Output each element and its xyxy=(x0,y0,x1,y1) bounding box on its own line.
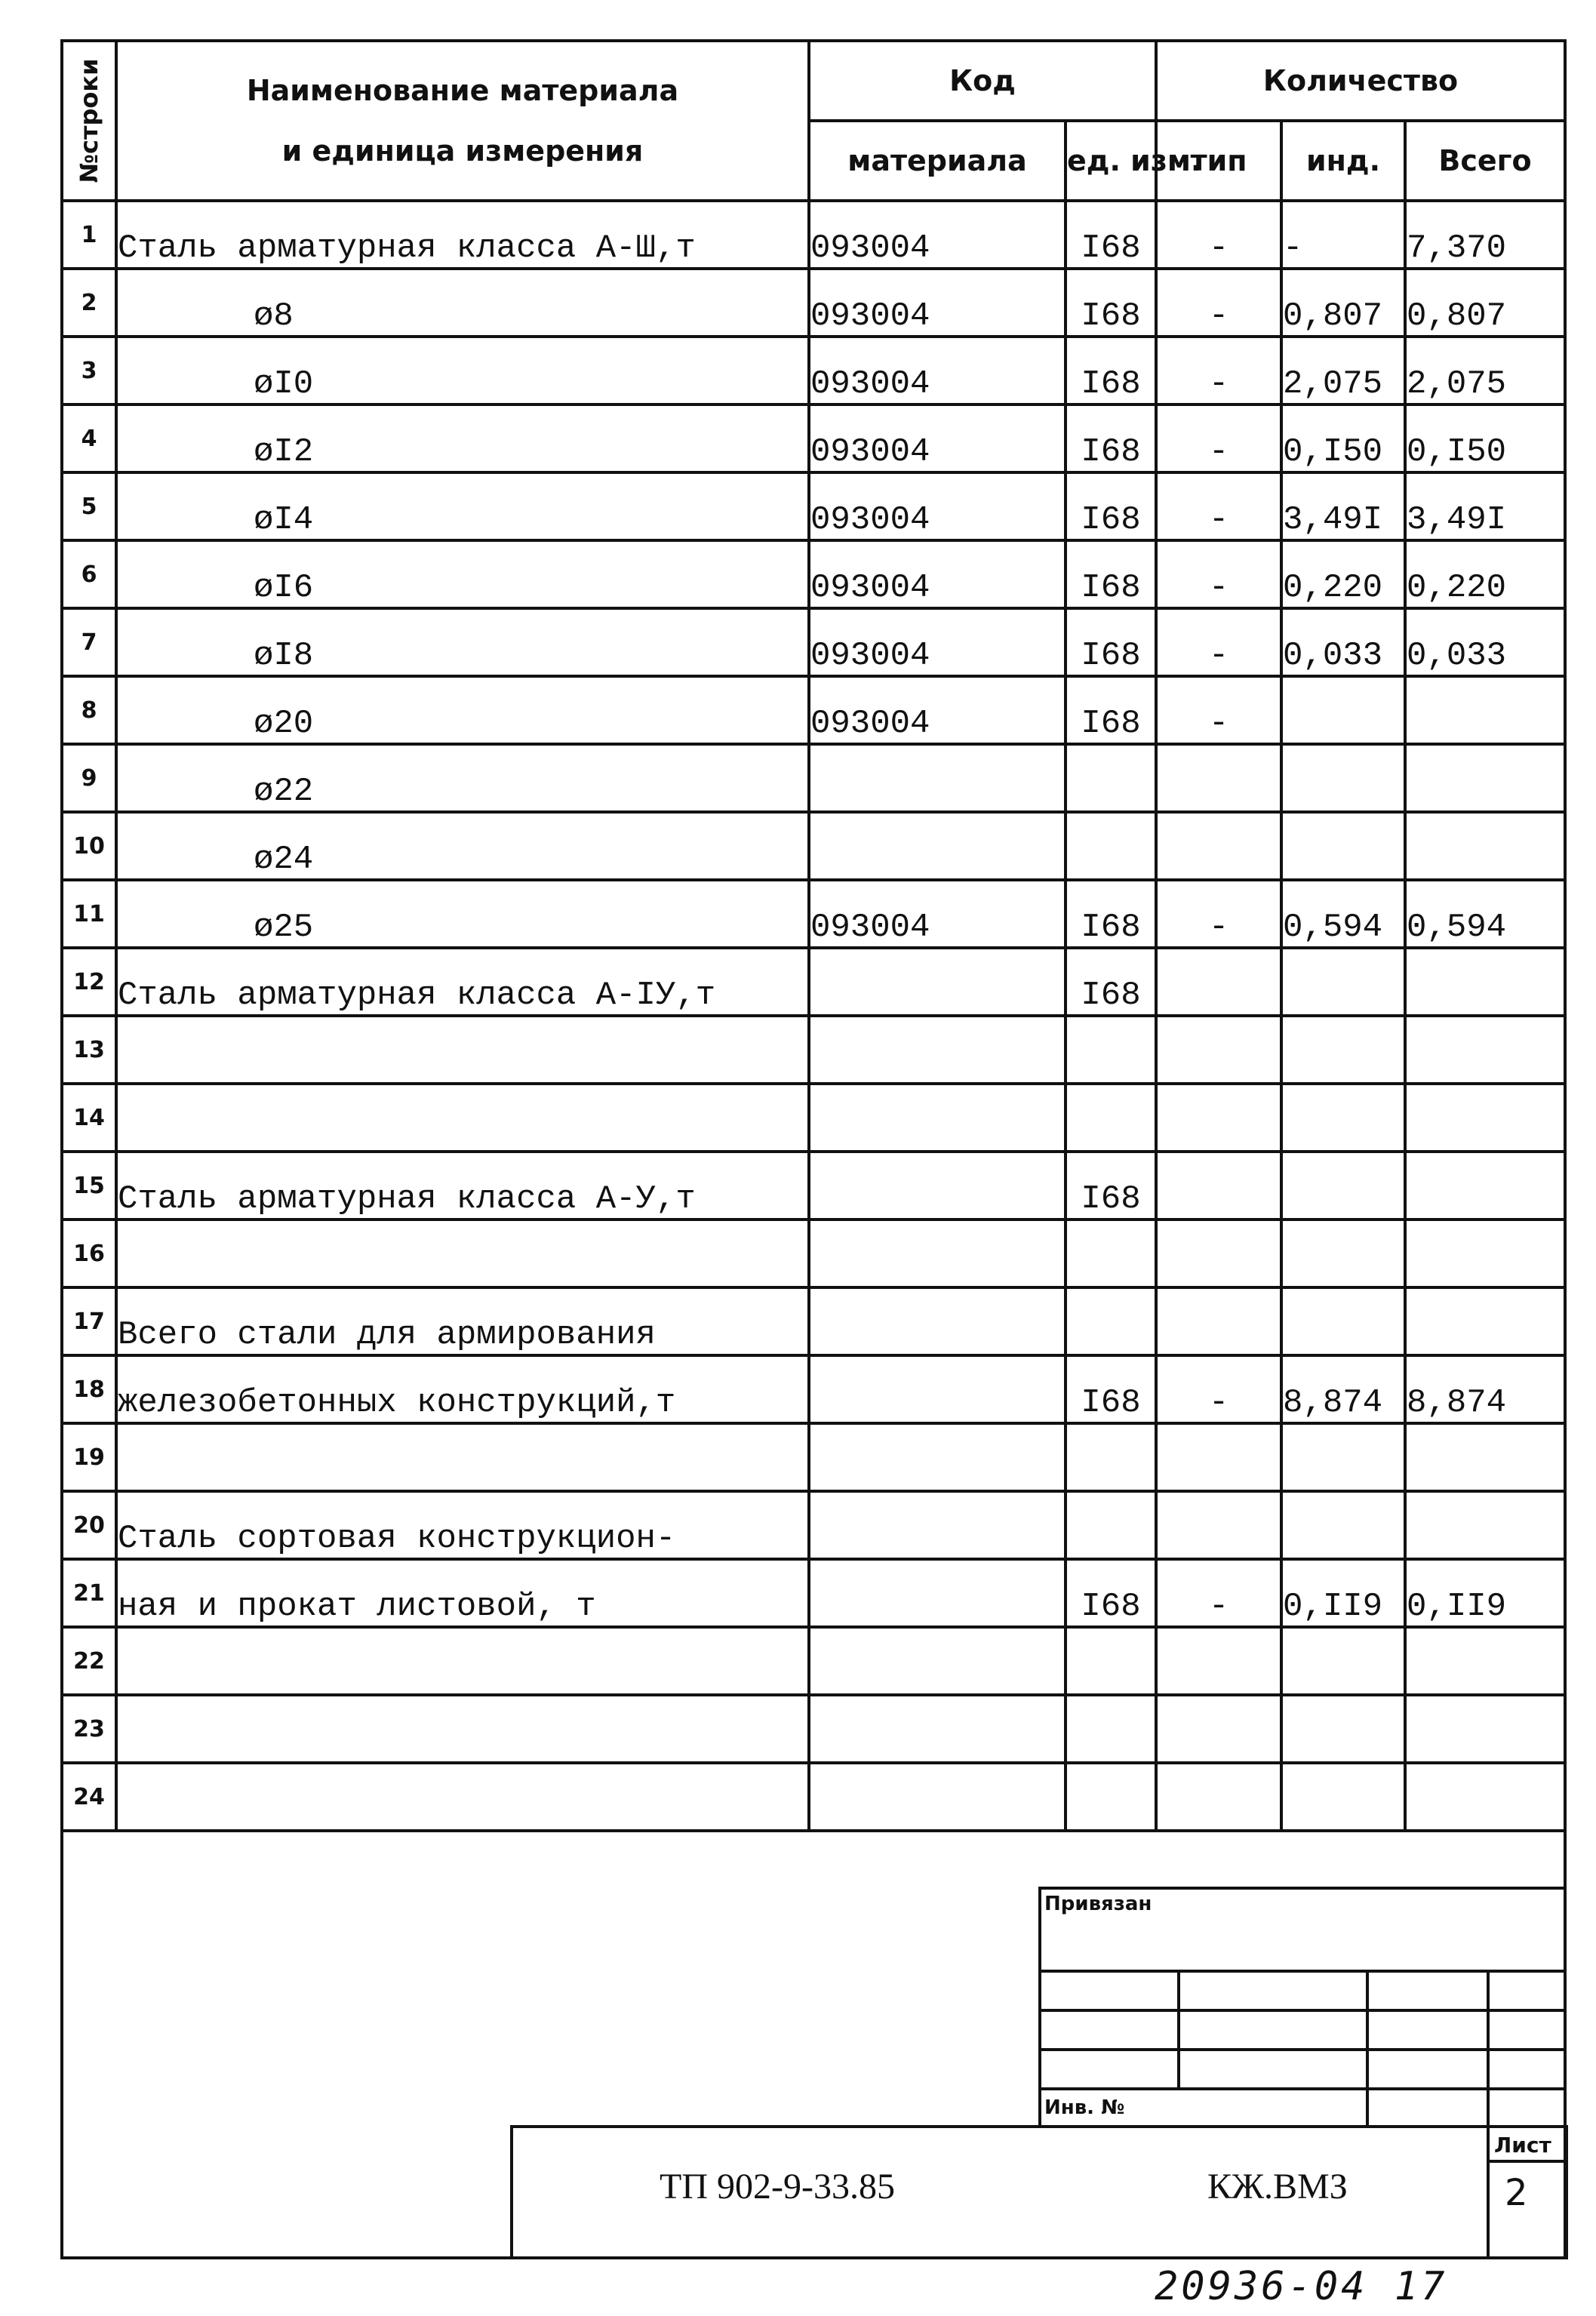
archive-number: 20936-04 17 xyxy=(1155,2264,1448,2309)
material-name-cell: Всего стали для армирования xyxy=(116,1287,809,1355)
qty-ind-cell xyxy=(1281,1763,1405,1831)
row-number-cell: 23 xyxy=(62,1695,116,1763)
material-code-cell xyxy=(809,1287,1066,1355)
table-row xyxy=(62,1491,1565,1559)
unit-code-cell xyxy=(1066,1627,1156,1695)
material-code-cell xyxy=(809,1220,1066,1287)
table-row xyxy=(62,472,1565,540)
row-number-cell: 20 xyxy=(62,1491,116,1559)
unit-code-cell: I68 xyxy=(1066,948,1156,1016)
unit-code-cell: I68 xyxy=(1066,201,1156,269)
table-row xyxy=(62,812,1565,880)
unit-code-cell: I68 xyxy=(1066,880,1156,948)
qty-total-cell xyxy=(1405,1627,1565,1695)
qty-ind-cell xyxy=(1281,744,1405,812)
qty-ind-cell xyxy=(1281,1084,1405,1152)
material-code-cell xyxy=(809,1763,1066,1831)
table-row xyxy=(62,1152,1565,1220)
table-row xyxy=(62,1016,1565,1084)
qty-total-cell: 7,370 xyxy=(1405,201,1565,269)
stamp-line xyxy=(1177,1970,1180,2090)
qty-type-cell xyxy=(1156,1491,1281,1559)
qty-ind-cell: 0,033 xyxy=(1281,608,1405,676)
material-code-cell: 093004 xyxy=(809,404,1066,472)
material-name-cell: железобетонных конструкций,т xyxy=(116,1355,809,1423)
row-number-cell: 17 xyxy=(62,1287,116,1355)
unit-code-cell: I68 xyxy=(1066,269,1156,337)
material-name-cell: ø8 xyxy=(116,269,809,337)
material-code-cell xyxy=(809,812,1066,880)
table-row xyxy=(62,1084,1565,1152)
qty-total-cell: 0,033 xyxy=(1405,608,1565,676)
qty-type-cell xyxy=(1156,1152,1281,1220)
material-code-cell xyxy=(809,1423,1066,1491)
qty-ind-cell: 0,594 xyxy=(1281,880,1405,948)
unit-code-cell: I68 xyxy=(1066,1152,1156,1220)
sheet-divider xyxy=(1487,2160,1567,2163)
material-name-cell xyxy=(116,1627,809,1695)
qty-total-cell: 0,220 xyxy=(1405,540,1565,608)
material-code-cell: 093004 xyxy=(809,880,1066,948)
table-row xyxy=(62,337,1565,404)
qty-ind-cell: 0,220 xyxy=(1281,540,1405,608)
qty-type-cell: - xyxy=(1156,404,1281,472)
unit-code-cell xyxy=(1066,1220,1156,1287)
material-name-cell: Сталь арматурная класса А-У,т xyxy=(116,1152,809,1220)
material-code-cell: 093004 xyxy=(809,201,1066,269)
qty-total-cell xyxy=(1405,1287,1565,1355)
row-number-cell: 24 xyxy=(62,1763,116,1831)
table-row xyxy=(62,880,1565,948)
material-name-cell: øI4 xyxy=(116,472,809,540)
qty-ind-cell xyxy=(1281,812,1405,880)
table-row xyxy=(62,1559,1565,1627)
quantity-group-header: Количество xyxy=(1156,41,1565,121)
qty-ind-cell xyxy=(1281,1287,1405,1355)
qty-ind-cell xyxy=(1281,1695,1405,1763)
qty-ind-cell xyxy=(1281,1491,1405,1559)
qty-total-cell xyxy=(1405,1695,1565,1763)
material-name-cell: øI8 xyxy=(116,608,809,676)
inv-number-label: Инв. № xyxy=(1044,2096,1125,2119)
row-number-cell: 4 xyxy=(62,404,116,472)
unit-code-cell: I68 xyxy=(1066,608,1156,676)
qty-total-cell xyxy=(1405,1491,1565,1559)
qty-total-cell: 0,II9 xyxy=(1405,1559,1565,1627)
material-name-cell: ø24 xyxy=(116,812,809,880)
material-name-cell xyxy=(116,1695,809,1763)
bound-label: Привязан xyxy=(1044,1893,1152,1915)
material-code-cell xyxy=(809,948,1066,1016)
qty-total-header: Всего xyxy=(1405,121,1565,201)
row-number-cell: 7 xyxy=(62,608,116,676)
sheet-label: Лист xyxy=(1494,2133,1551,2158)
qty-type-cell xyxy=(1156,1695,1281,1763)
qty-total-cell xyxy=(1405,1423,1565,1491)
row-number-cell: 9 xyxy=(62,744,116,812)
qty-type-cell xyxy=(1156,1287,1281,1355)
material-name-cell: øI6 xyxy=(116,540,809,608)
qty-type-cell xyxy=(1156,1627,1281,1695)
qty-total-cell xyxy=(1405,1084,1565,1152)
qty-type-cell xyxy=(1156,1084,1281,1152)
qty-ind-cell: 0,I50 xyxy=(1281,404,1405,472)
qty-type-cell: - xyxy=(1156,269,1281,337)
qty-type-header: тип xyxy=(1156,121,1281,201)
qty-ind-cell xyxy=(1281,1627,1405,1695)
row-number-cell: 12 xyxy=(62,948,116,1016)
qty-type-cell: - xyxy=(1156,1559,1281,1627)
qty-ind-cell: 0,807 xyxy=(1281,269,1405,337)
qty-total-cell: 2,075 xyxy=(1405,337,1565,404)
qty-type-cell xyxy=(1156,1423,1281,1491)
qty-ind-cell: 2,075 xyxy=(1281,337,1405,404)
unit-code-cell: I68 xyxy=(1066,1355,1156,1423)
qty-type-cell: - xyxy=(1156,1355,1281,1423)
unit-code-cell xyxy=(1066,744,1156,812)
unit-code-cell: I68 xyxy=(1066,1559,1156,1627)
row-number-cell: 19 xyxy=(62,1423,116,1491)
unit-code-cell xyxy=(1066,1287,1156,1355)
material-name-cell: Сталь арматурная класса А-IУ,т xyxy=(116,948,809,1016)
unit-code-cell: I68 xyxy=(1066,472,1156,540)
stamp-line xyxy=(1366,1970,1369,2128)
material-code-cell xyxy=(809,1491,1066,1559)
materials-table xyxy=(60,39,1567,1832)
table-body xyxy=(62,201,1565,1831)
row-number-cell: 16 xyxy=(62,1220,116,1287)
qty-ind-cell: 0,II9 xyxy=(1281,1559,1405,1627)
table-row xyxy=(62,269,1565,337)
material-code-cell: 093004 xyxy=(809,269,1066,337)
qty-ind-cell: 3,49I xyxy=(1281,472,1405,540)
table-row xyxy=(62,608,1565,676)
unit-code-cell: I68 xyxy=(1066,404,1156,472)
qty-total-cell xyxy=(1405,948,1565,1016)
row-number-header: №строки xyxy=(62,41,116,201)
row-number-cell: 6 xyxy=(62,540,116,608)
row-number-cell: 13 xyxy=(62,1016,116,1084)
qty-total-cell xyxy=(1405,812,1565,880)
table-row xyxy=(62,540,1565,608)
unit-code-header: ед. изм. xyxy=(1066,121,1156,201)
qty-type-cell: - xyxy=(1156,472,1281,540)
row-number-cell: 15 xyxy=(62,1152,116,1220)
material-name-cell: ная и прокат листовой, т xyxy=(116,1559,809,1627)
material-name-cell: Сталь арматурная класса А-Ш,т xyxy=(116,201,809,269)
qty-total-cell: 0,807 xyxy=(1405,269,1565,337)
material-code-cell: 093004 xyxy=(809,676,1066,744)
qty-ind-header: инд. xyxy=(1281,121,1405,201)
qty-type-cell: - xyxy=(1156,201,1281,269)
qty-type-cell: - xyxy=(1156,608,1281,676)
row-number-cell: 3 xyxy=(62,337,116,404)
material-code-cell xyxy=(809,1695,1066,1763)
material-code-cell xyxy=(809,1152,1066,1220)
material-name-cell: øI2 xyxy=(116,404,809,472)
material-name-cell: ø20 xyxy=(116,676,809,744)
material-code-cell: 093004 xyxy=(809,337,1066,404)
qty-total-cell: 8,874 xyxy=(1405,1355,1565,1423)
material-name-cell xyxy=(116,1220,809,1287)
qty-type-cell xyxy=(1156,948,1281,1016)
material-code-cell xyxy=(809,1559,1066,1627)
qty-total-cell xyxy=(1405,744,1565,812)
qty-total-cell xyxy=(1405,1152,1565,1220)
qty-total-cell xyxy=(1405,676,1565,744)
material-code-cell: 093004 xyxy=(809,540,1066,608)
unit-code-cell xyxy=(1066,1084,1156,1152)
qty-type-cell xyxy=(1156,1220,1281,1287)
row-number-cell: 5 xyxy=(62,472,116,540)
project-code: ТП 902-9-33.85 xyxy=(660,2167,895,2207)
material-code-header: материала xyxy=(809,121,1066,201)
table-row xyxy=(62,744,1565,812)
table-row xyxy=(62,201,1565,269)
table-row xyxy=(62,1695,1565,1763)
table-row xyxy=(62,404,1565,472)
table-row xyxy=(62,1763,1565,1831)
material-name-cell: øI0 xyxy=(116,337,809,404)
table-row xyxy=(62,1423,1565,1491)
table-row xyxy=(62,1220,1565,1287)
unit-code-cell xyxy=(1066,1695,1156,1763)
qty-type-cell xyxy=(1156,812,1281,880)
material-code-cell xyxy=(809,1627,1066,1695)
qty-total-cell: 0,I50 xyxy=(1405,404,1565,472)
unit-code-cell xyxy=(1066,812,1156,880)
table-row xyxy=(62,948,1565,1016)
qty-type-cell: - xyxy=(1156,880,1281,948)
qty-type-cell: - xyxy=(1156,676,1281,744)
qty-ind-cell xyxy=(1281,1152,1405,1220)
qty-type-cell xyxy=(1156,1763,1281,1831)
qty-total-cell xyxy=(1405,1016,1565,1084)
frame-left-line xyxy=(60,1766,63,2259)
qty-type-cell: - xyxy=(1156,540,1281,608)
unit-code-cell: I68 xyxy=(1066,676,1156,744)
qty-ind-cell xyxy=(1281,1016,1405,1084)
material-code-cell: 093004 xyxy=(809,608,1066,676)
table-row xyxy=(62,1287,1565,1355)
qty-ind-cell xyxy=(1281,1220,1405,1287)
row-number-cell: 8 xyxy=(62,676,116,744)
row-number-cell: 22 xyxy=(62,1627,116,1695)
qty-ind-cell xyxy=(1281,948,1405,1016)
row-number-cell: 10 xyxy=(62,812,116,880)
sheet-number: 2 xyxy=(1505,2172,1528,2214)
table-row xyxy=(62,1355,1565,1423)
qty-type-cell xyxy=(1156,1016,1281,1084)
row-number-cell: 11 xyxy=(62,880,116,948)
material-name-cell: Сталь сортовая конструкцион- xyxy=(116,1491,809,1559)
qty-type-cell xyxy=(1156,744,1281,812)
qty-ind-cell xyxy=(1281,676,1405,744)
row-number-cell: 1 xyxy=(62,201,116,269)
material-name-cell xyxy=(116,1423,809,1491)
unit-code-cell xyxy=(1066,1491,1156,1559)
qty-type-cell: - xyxy=(1156,337,1281,404)
material-name-cell xyxy=(116,1084,809,1152)
qty-ind-cell: - xyxy=(1281,201,1405,269)
table-row xyxy=(62,676,1565,744)
unit-code-cell xyxy=(1066,1763,1156,1831)
qty-total-cell xyxy=(1405,1220,1565,1287)
material-name-cell: ø25 xyxy=(116,880,809,948)
material-code-cell: 093004 xyxy=(809,472,1066,540)
unit-code-cell xyxy=(1066,1423,1156,1491)
qty-total-cell: 0,594 xyxy=(1405,880,1565,948)
unit-code-cell: I68 xyxy=(1066,540,1156,608)
qty-total-cell xyxy=(1405,1763,1565,1831)
material-code-cell xyxy=(809,1355,1066,1423)
material-code-cell xyxy=(809,744,1066,812)
table-row xyxy=(62,1627,1565,1695)
material-name-header: Наименование материала и единица измерения xyxy=(116,41,809,201)
material-code-cell xyxy=(809,1084,1066,1152)
material-code-cell xyxy=(809,1016,1066,1084)
unit-code-cell xyxy=(1066,1016,1156,1084)
row-number-cell: 21 xyxy=(62,1559,116,1627)
material-name-cell xyxy=(116,1763,809,1831)
document-code: КЖ.ВМЗ xyxy=(1207,2167,1348,2207)
material-name-cell xyxy=(116,1016,809,1084)
code-group-header: Код xyxy=(809,41,1156,121)
unit-code-cell: I68 xyxy=(1066,337,1156,404)
row-number-cell: 18 xyxy=(62,1355,116,1423)
row-number-cell: 2 xyxy=(62,269,116,337)
qty-ind-cell: 8,874 xyxy=(1281,1355,1405,1423)
material-name-cell: ø22 xyxy=(116,744,809,812)
qty-ind-cell xyxy=(1281,1423,1405,1491)
row-number-cell: 14 xyxy=(62,1084,116,1152)
qty-total-cell: 3,49I xyxy=(1405,472,1565,540)
